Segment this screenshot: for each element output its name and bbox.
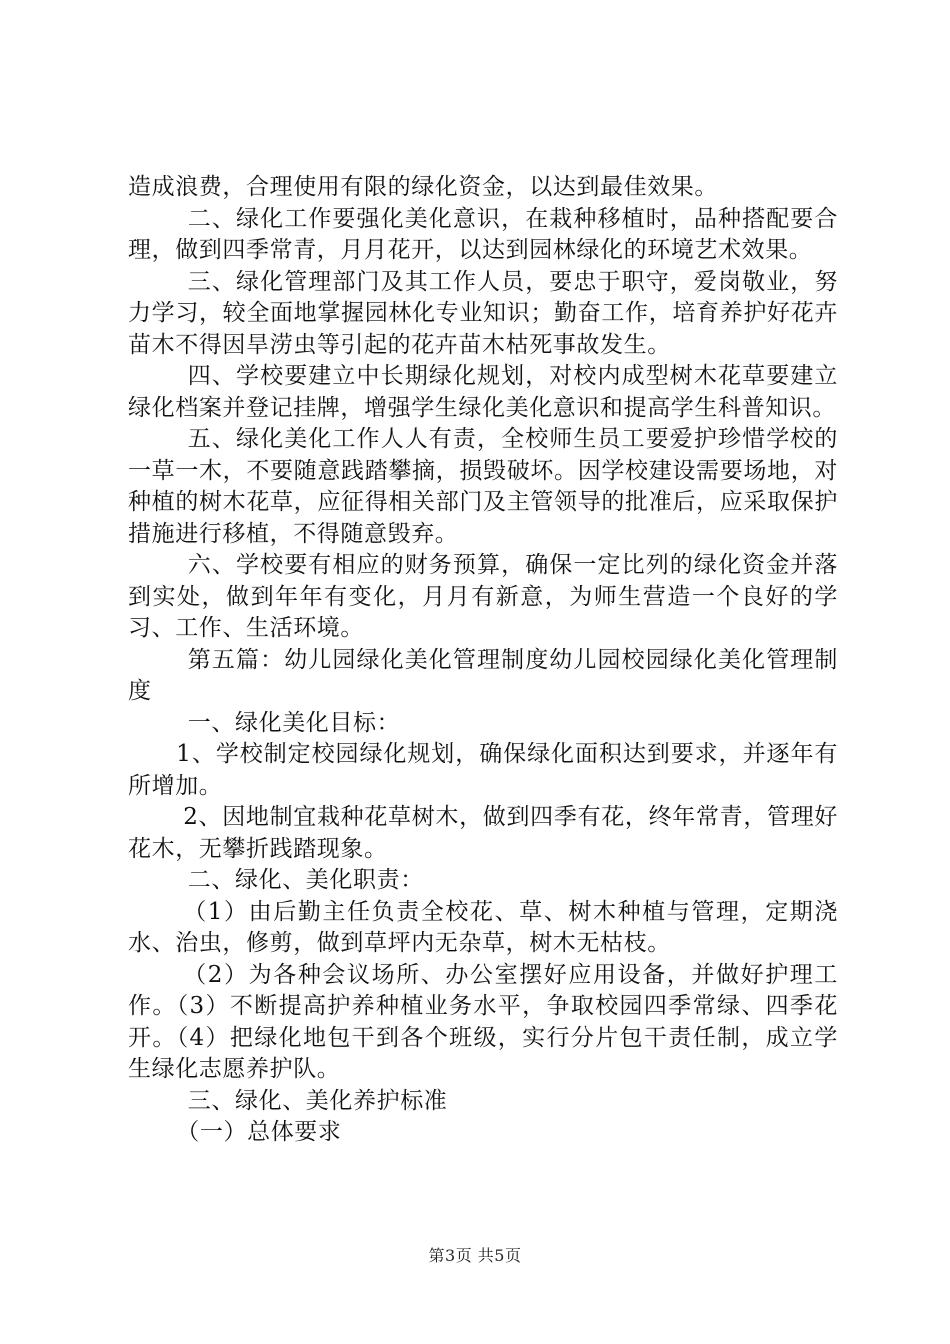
paragraph-3: 三、绿化管理部门及其工作人员，要忠于职守，爱岗敬业，努力学习，较全面地掌握园林化专业知识；勤奋工作，培育养护好花卉苗木不得因旱涝虫等引起的花卉苗木枯死事故发生。	[128, 268, 838, 358]
section-heading-5: 第五篇：幼儿园绿化美化管理制度幼儿园校园绿化美化管理制度	[128, 646, 838, 704]
paragraph-6: 六、学校要有相应的财务预算，确保一定比列的绿化资金并落到实处，做到年年有变化，月月有新意，为师生营造一个良好的学习、工作、生活环境。	[128, 552, 838, 641]
page-number-footer: 第3页 共5页	[428, 1246, 522, 1265]
paragraph-4: 四、学校要建立中长期绿化规划，对校内成型树木花草要建立绿化档案并登记挂牌，增强学生绿化美化意识和提高学生科普知识。	[128, 363, 838, 421]
paragraph-5: 五、绿化美化工作人人有责，全校师生员工要爱护珍惜学校的一草一木，不要随意践踏攀摘，损毁破坏。因学校建设需要场地，对种植的树木花草，应征得相关部门及主管领导的批准后，应采取保护措施进行移植，不得随意毁弃。	[128, 426, 838, 547]
paragraph-1: 造成浪费，合理使用有限的绿化资金，以达到最佳效果。	[128, 174, 718, 200]
heading-maintenance-standard: 三、绿化、美化养护标准	[187, 1087, 448, 1114]
paragraph-2: 二、绿化工作要强化美化意识，在栽种移植时，品种搭配要合理，做到四季常青，月月花开，以达到园林绿化的环境艺术效果。	[128, 205, 838, 263]
list-item-goal-1: 1、学校制定校园绿化规划，确保绿化面积达到要求，并逐年有所增加。	[128, 741, 838, 799]
heading-responsibilities: 二、绿化、美化职责：	[187, 867, 424, 893]
document-body	[128, 172, 838, 1149]
heading-greening-goals: 一、绿化美化目标：	[187, 709, 401, 736]
list-item-duty-1: （1）由后勤主任负责全校花、草、树木种植与管理，定期浇水、治虫，修剪，做到草坪内无杂草，树木无枯枝。	[128, 898, 838, 956]
list-item-goal-2: 2、因地制宜栽种花草树木，做到四季有花，终年常青，管理好花木，无攀折践踏现象。	[128, 804, 838, 862]
list-item-duty-2-4: （2）为各种会议场所、办公室摆好应用设备，并做好护理工作。（3）不断提高护养种植业务水平，争取校园四季常绿、四季花开。（4）把绿化地包干到各个班级，实行分片包干责任制，成立学生绿化志愿养护队。	[128, 961, 838, 1082]
heading-general-requirements: （一）总体要求	[176, 1119, 342, 1145]
